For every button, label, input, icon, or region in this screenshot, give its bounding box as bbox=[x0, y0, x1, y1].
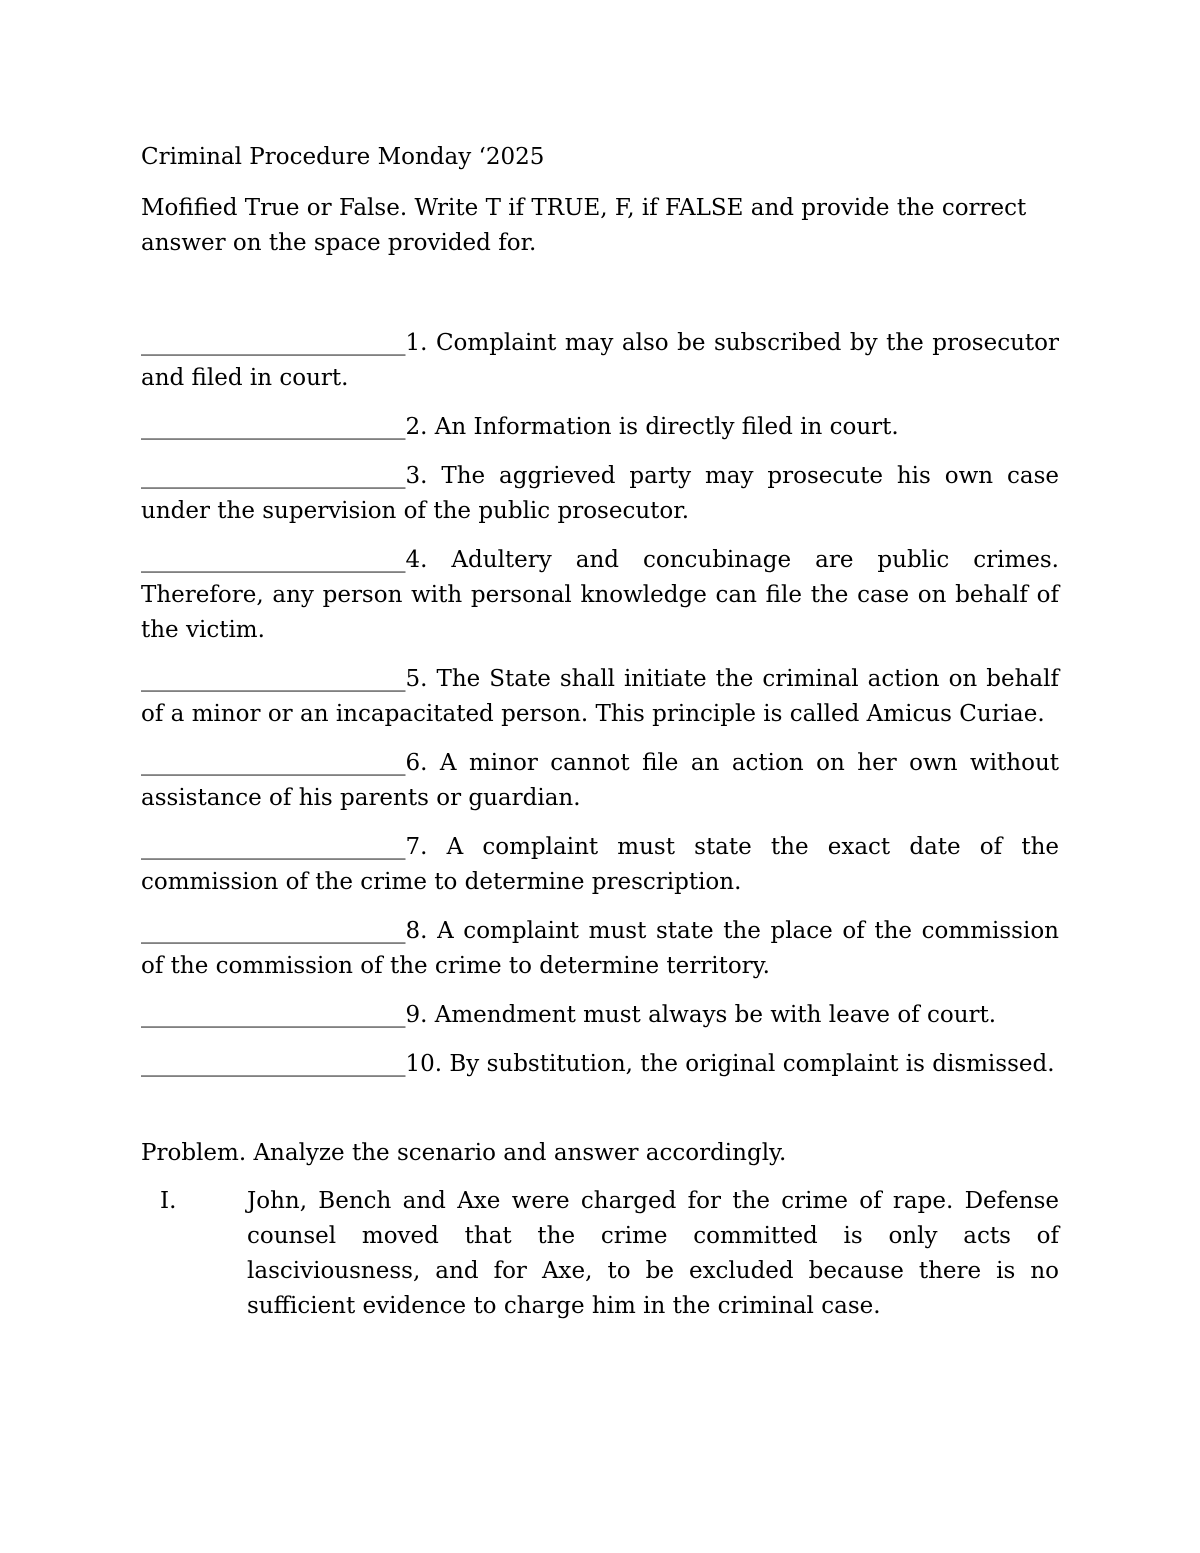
item-number: 2. bbox=[405, 414, 428, 440]
item-text: The aggrieved party may prosecute his own case under the supervision of the public prosecutor. bbox=[141, 463, 1059, 524]
document-content bbox=[141, 140, 1059, 1324]
true-false-list bbox=[141, 326, 1059, 1082]
answer-blank: _______________________ bbox=[141, 750, 406, 776]
answer-blank: _______________________ bbox=[141, 330, 406, 356]
list-item bbox=[141, 914, 1059, 984]
item-number: 5. bbox=[405, 666, 428, 692]
answer-blank: _______________________ bbox=[141, 918, 406, 944]
problem-text: John, Bench and Axe were charged for the crime of rape. Defense counsel moved that the crime committed is only acts of lasciviousness, and for Axe, to be excluded because there is no sufficient evidence to charge him in the criminal case. bbox=[247, 1188, 1059, 1319]
item-number: 8. bbox=[405, 918, 428, 944]
problem-item bbox=[141, 1184, 1059, 1324]
item-text: The State shall initiate the criminal action on behalf of a minor or an incapacitated person. This principle is called Amicus Curiae. bbox=[141, 666, 1059, 727]
item-text: By substitution, the original complaint is dismissed. bbox=[442, 1051, 1055, 1077]
list-item bbox=[141, 746, 1059, 816]
item-number: 10. bbox=[405, 1051, 443, 1077]
item-number: 4. bbox=[405, 547, 428, 573]
list-item bbox=[141, 662, 1059, 732]
problem-heading: Problem. Analyze the scenario and answer accordingly. bbox=[141, 1140, 787, 1166]
item-text: A complaint must state the place of the commission of the commission of the crime to determine territory. bbox=[141, 918, 1059, 979]
item-number: 9. bbox=[405, 1002, 428, 1028]
list-item bbox=[141, 543, 1059, 648]
list-item bbox=[141, 830, 1059, 900]
list-item bbox=[141, 326, 1059, 396]
item-number: 7. bbox=[405, 834, 428, 860]
answer-blank: _______________________ bbox=[141, 547, 406, 573]
problem-numeral: I. bbox=[160, 1188, 177, 1214]
instructions: Mofified True or False. Write T if TRUE, F, if FALSE and provide the correct answer on the space provided for. bbox=[141, 195, 1027, 256]
item-number: 6. bbox=[405, 750, 428, 776]
item-text: A complaint must state the exact date of the commission of the crime to determine prescription. bbox=[141, 834, 1059, 895]
answer-blank: _______________________ bbox=[141, 463, 406, 489]
item-number: 3. bbox=[405, 463, 428, 489]
answer-blank: _______________________ bbox=[141, 414, 406, 440]
list-item bbox=[141, 410, 1059, 445]
answer-blank: _______________________ bbox=[141, 1051, 406, 1077]
list-item bbox=[141, 459, 1059, 529]
document-title: Criminal Procedure Monday ‘2025 bbox=[141, 144, 545, 170]
item-text: Amendment must always be with leave of court. bbox=[427, 1002, 997, 1028]
item-number: 1. bbox=[405, 330, 428, 356]
answer-blank: _______________________ bbox=[141, 666, 406, 692]
list-item bbox=[141, 1047, 1059, 1082]
item-text: Complaint may also be subscribed by the prosecutor and filed in court. bbox=[141, 330, 1059, 391]
item-text: Adultery and concubinage are public crimes. Therefore, any person with personal knowledge can file the case on behalf of the victim. bbox=[141, 547, 1059, 643]
list-item bbox=[141, 998, 1059, 1033]
item-text: A minor cannot file an action on her own without assistance of his parents or guardian. bbox=[141, 750, 1059, 811]
answer-blank: _______________________ bbox=[141, 834, 406, 860]
answer-blank: _______________________ bbox=[141, 1002, 406, 1028]
item-text: An Information is directly filed in court. bbox=[427, 414, 899, 440]
